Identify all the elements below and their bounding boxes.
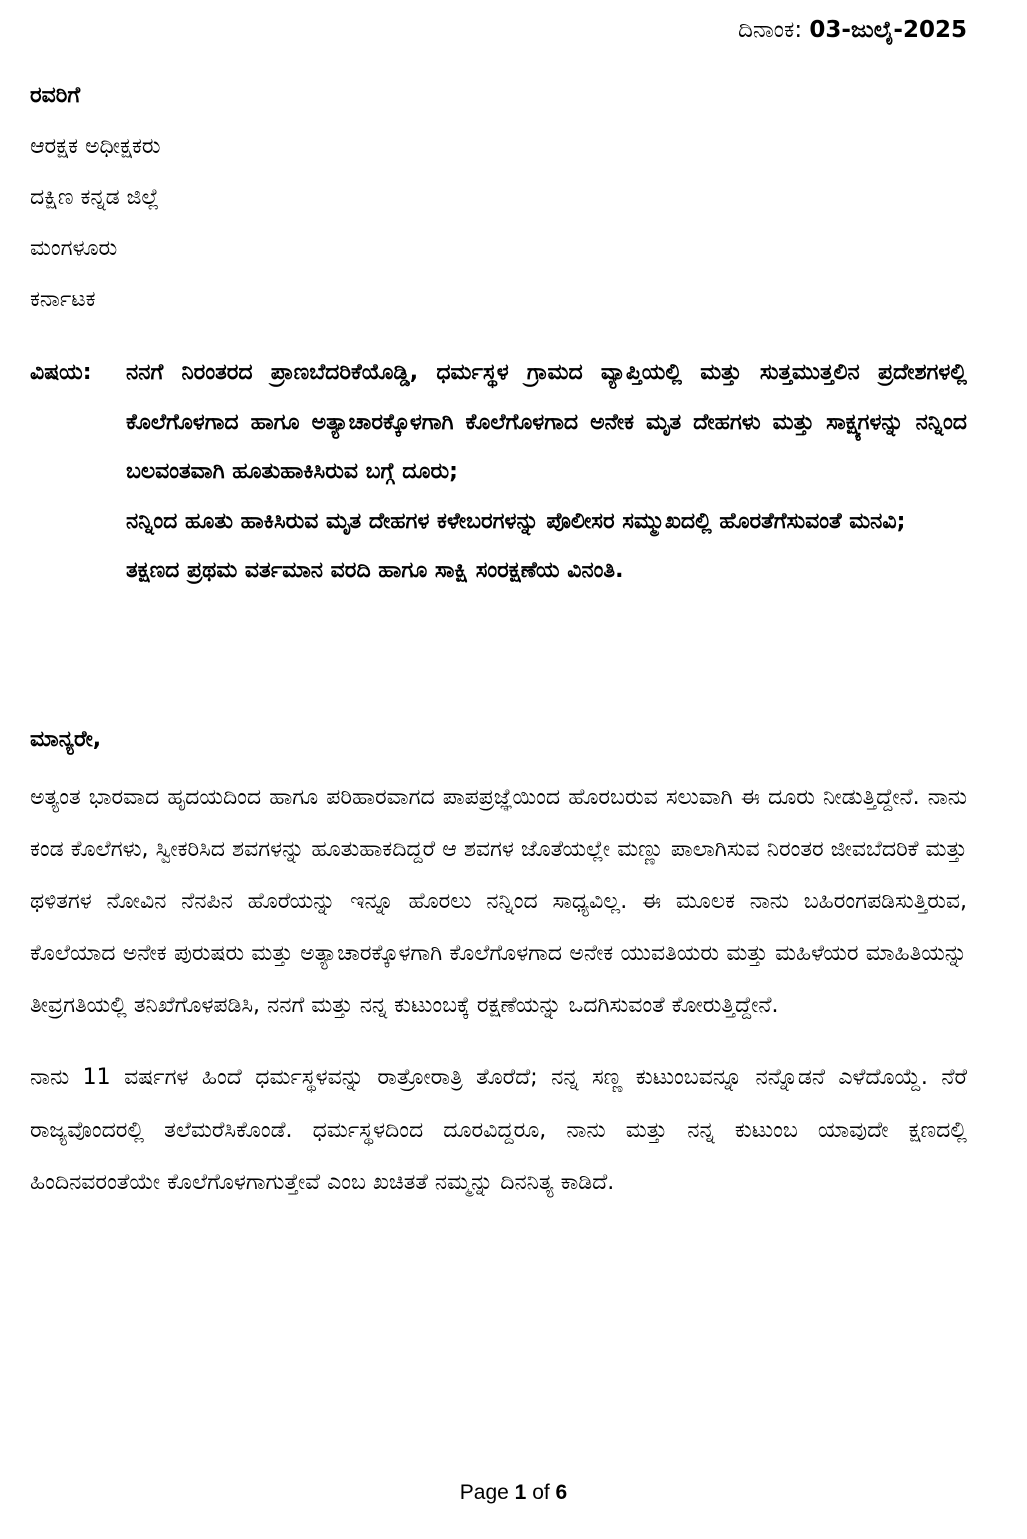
recipient-line: ಆರಕ್ಷಕ ಅಧೀಕ್ಷಕರು [30, 134, 161, 159]
subject-label: ವಿಷಯ: [30, 360, 92, 385]
date-line [738, 14, 967, 46]
page-number [0, 1478, 1027, 1508]
subject-item: ತಕ್ಷಣದ ಪ್ರಥಮ ವರ್ತಮಾನ ವರದಿ ಹಾಗೂ ಸಾಕ್ಷಿ ಸಂರಕ್ಷಣೆಯ ವಿನಂತಿ. [126, 558, 624, 583]
date-value: 03-ಜುಲೈ-2025 [809, 17, 967, 43]
current-page: 1 [514, 1481, 527, 1504]
recipient-line: ಮಂಗಳೂರು [30, 236, 118, 261]
body-paragraph: ಅತ್ಯಂತ ಭಾರವಾದ ಹೃದಯದಿಂದ ಹಾಗೂ ಪರಿಹಾರವಾಗದ ಪಾಪಪ್ರಜ್ಞೆಯಿಂದ ಹೊರಬರುವ ಸಲುವಾಗಿ ಈ ದೂರು ನೀಡುತ್ತಿದ್ದೇನೆ. ನಾನು ಕಂಡ ಕೊಲೆಗಳು, ಸ್ವೀಕರಿಸಿದ ಶವಗಳನ್ನು ಹೂತುಹಾಕದಿದ್ದರೆ ಆ ಶವಗಳ ಜೊತೆಯಲ್ಲೇ ಮಣ್ಣು ಪಾಲಾಗಿಸುವ ನಿರಂತರ ಜೀವಬೆದರಿಕೆ ಮತ್ತು ಥಳಿತಗಳ ನೋವಿನ ನೆನಪಿನ ಹೊರೆಯನ್ನು ಇನ್ನೂ ಹೊರಲು ನನ್ನಿಂದ ಸಾಧ್ಯವಿಲ್ಲ. ಈ ಮೂಲಕ ನಾನು ಬಹಿರಂಗಪಡಿಸುತ್ತಿರುವ, ಕೊಲೆಯಾದ ಅನೇಕ ಪುರುಷರು ಮತ್ತು ಅತ್ಯಾಚಾರಕ್ಕೊಳಗಾಗಿ ಕೊಲೆಗೊಳಗಾದ ಅನೇಕ ಯುವತಿಯರು ಮತ್ತು ಮಹಿಳೆಯರ ಮಾಹಿತಿಯನ್ನು ತೀವ್ರಗತಿಯಲ್ಲಿ ತನಿಖೆಗೊಳಪಡಿಸಿ, ನನಗೆ ಮತ್ತು ನನ್ನ ಕುಟುಂಬಕ್ಕೆ ರಕ್ಷಣೆಯನ್ನು ಒದಗಿಸುವಂತೆ ಕೋರುತ್ತಿದ್ದೇನೆ. [30, 785, 967, 1018]
subject-items [126, 348, 967, 596]
recipient-line: ದಕ್ಷಿಣ ಕನ್ನಡ ಜಿಲ್ಲೆ [30, 185, 160, 210]
recipient-address [30, 70, 160, 325]
date-label: ದಿನಾಂಕ: [738, 17, 803, 43]
subject-item: ನನಗೆ ನಿರಂತರದ ಪ್ರಾಣಬೆದರಿಕೆಯೊಡ್ಡಿ, ಧರ್ಮಸ್ಥಳ ಗ್ರಾಮದ ವ್ಯಾಪ್ತಿಯಲ್ಲಿ ಮತ್ತು ಸುತ್ತಮುತ್ತಲಿನ ಪ್ರದೇಶಗಳಲ್ಲಿ ಕೊಲೆಗೊಳಗಾದ ಹಾಗೂ ಅತ್ಯಾಚಾರಕ್ಕೊಳಗಾಗಿ ಕೊಲೆಗೊಳಗಾದ ಅನೇಕ ಮೃತ ದೇಹಗಳು ಮತ್ತು ಸಾಕ್ಷ್ಯಗಳನ್ನು ನನ್ನಿಂದ ಬಲವಂತವಾಗಿ ಹೂತುಹಾಕಿಸಿರುವ ಬಗ್ಗೆ ದೂರು; [126, 360, 967, 484]
of-word: of [532, 1481, 550, 1504]
recipient-to: ರವರಿಗೆ [30, 83, 81, 108]
subject-item: ನನ್ನಿಂದ ಹೂತು ಹಾಕಿಸಿರುವ ಮೃತ ದೇಹಗಳ ಕಳೇಬರಗಳನ್ನು ಪೊಲೀಸರ ಸಮ್ಮುಖದಲ್ಲಿ ಹೊರತೆಗೆಸುವಂತೆ ಮನವಿ; [126, 508, 906, 534]
letter-body [30, 772, 967, 1210]
recipient-line: ಕರ್ನಾಟಕ [30, 287, 96, 312]
greeting: ಮಾನ್ಯರೇ, [30, 727, 102, 752]
page-word: Page [459, 1481, 509, 1504]
body-paragraph: ನಾನು 11 ವರ್ಷಗಳ ಹಿಂದೆ ಧರ್ಮಸ್ಥಳವನ್ನು ರಾತ್ರೋರಾತ್ರಿ ತೊರೆದೆ; ನನ್ನ ಸಣ್ಣ ಕುಟುಂಬವನ್ನೂ ನನ್ನೊಡನೆ ಎಳೆದೊಯ್ದೆ. ನೆರೆ ರಾಜ್ಯವೊಂದರಲ್ಲಿ ತಲೆಮರೆಸಿಕೊಂಡೆ. ಧರ್ಮಸ್ಥಳದಿಂದ ದೂರವಿದ್ದರೂ, ನಾನು ಮತ್ತು ನನ್ನ ಕುಟುಂಬ ಯಾವುದೇ ಕ್ಷಣದಲ್ಲಿ ಹಿಂದಿನವರಂತೆಯೇ ಕೊಲೆಗೊಳಗಾಗುತ್ತೇವೆ ಎಂಬ ಖಚಿತತೆ ನಮ್ಮನ್ನು ದಿನನಿತ್ಯ ಕಾಡಿದೆ. [30, 1065, 967, 1195]
subject-block [30, 348, 967, 596]
total-pages: 6 [555, 1481, 568, 1504]
